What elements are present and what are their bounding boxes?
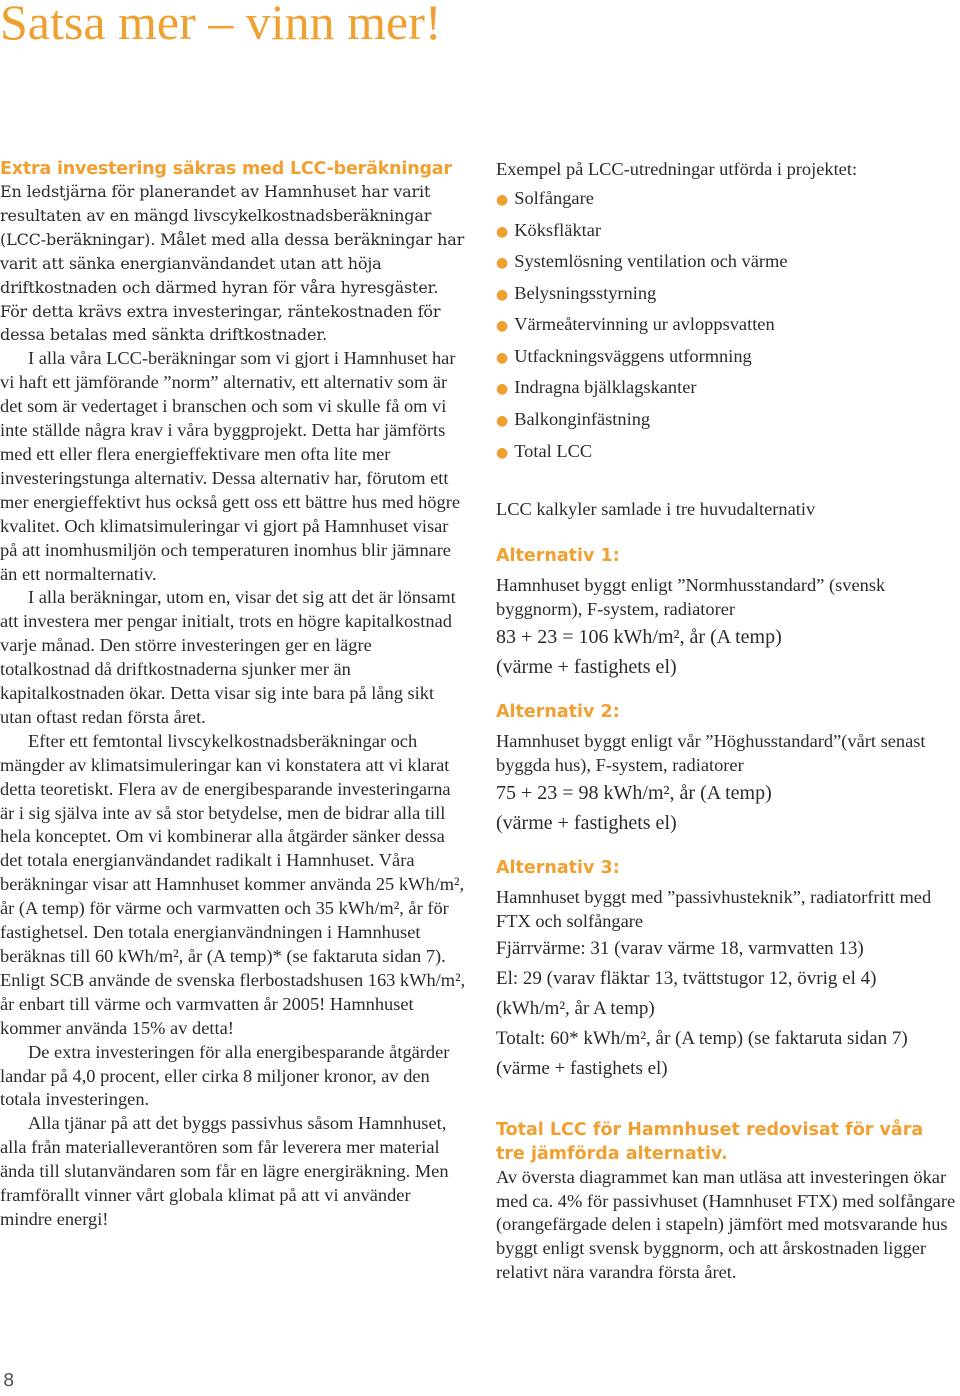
total-lcc-text: Av översta diagrammet kan man utläsa att investeringen ökar med ca. 4% för passivhuset (Hamnhuset FTX) med solfångare (orangefärgade delen i stapeln) jämfört med motsvarande hus byggt enligt svensk byggnorm, och att årskostnaden ligger relativt nära varandra första året.: [496, 1166, 956, 1283]
alt-formula: 75 + 23 = 98 kWh/m², år (A temp): [496, 781, 772, 804]
lcc-summary: LCC kalkyler samlade i tre huvudalternativ: [496, 499, 816, 520]
alt-district-heating: Fjärrvärme: 31 (varav värme 18, varmvatten 13): [496, 937, 864, 959]
bullet-icon: ●: [496, 381, 509, 398]
alt-description: Hamnhuset byggt med ”passivhusteknik”, radiatorfritt med FTX och solfångare: [496, 886, 932, 931]
list-item: ● Total LCC: [496, 440, 593, 461]
bullet-icon: ●: [496, 318, 509, 335]
list-item: ● Solfångare: [496, 187, 594, 208]
alt-electricity: El: 29 (varav fläktar 13, tvättstugor 12, övrig el 4): [496, 967, 877, 989]
page-title: Satsa mer – vinn mer!: [0, 0, 442, 50]
list-item: ● Utfackningsväggens utformning: [496, 345, 752, 366]
alt-formula: 83 + 23 = 106 kWh/m², år (A temp): [496, 625, 782, 648]
left-column: [0, 158, 466, 1232]
body-paragraph: I alla våra LCC-beräkningar som vi gjort i Hamnhuset har vi haft ett jämförande ”norm” alternativ, ett alternativ som är det som är vedertaget i branschen och som vi skulle få om vi inte ställde några krav i våra byggprojekt. Detta har jämförts med ett eller flera energieffektivare men ofta lite mer investeringstunga alternativ. Dessa alternativ har, förutom ett mer energieffektivt hus också gett oss ett bättre hus med högre kvalitet. Och klimatsimuleringar vi gjort på Hamnhuset visar på att inomhusmiljön och temperaturen inomhus blir jämnare än ett normalternativ.: [0, 348, 460, 584]
examples-list: [496, 184, 956, 468]
list-item: ● Systemlösning ventilation och värme: [496, 251, 788, 272]
right-column: [496, 158, 956, 1285]
bullet-icon: ●: [496, 255, 509, 272]
alt-description: Hamnhuset byggt enligt ”Normhusstandard” (svensk byggnorm), F-system, radiatorer: [496, 575, 886, 620]
intro-paragraph: En ledstjärna för planerandet av Hamnhuset har varit resultaten av en mängd livscykelkostnadsberäkningar (LCC-beräkningar). Målet med alla dessa beräkningar har varit att sänka energianvändandet utan att höja driftkostnaden och därmed hyran för våra hyresgäster. För detta krävs extra investeringar, räntekostnaden för dessa betalas med sänkta driftkostnader.: [0, 182, 465, 345]
list-item: ● Indragna bjälklagskanter: [496, 377, 697, 398]
list-item: ● Belysningsstyrning: [496, 282, 657, 303]
alt-unit: (kWh/m², år A temp): [496, 997, 655, 1019]
alt-heading: Alternativ 1:: [496, 546, 620, 567]
alt-note: (värme + fastighets el): [496, 811, 677, 834]
body-paragraph: I alla beräkningar, utom en, visar det sig att det är lönsamt att investera mer pengar initialt, trots en högre kapitalkostnad varje månad. Den större investeringen ger en lägre totalkostnad då driftkostnaderna sjunker mer än kapitalkostnaden ökar. Detta visar sig inte bara på lång sikt utan oftast redan första året.: [0, 587, 456, 727]
alt-note: (värme + fastighets el): [496, 1057, 668, 1079]
body-paragraph: Efter ett femtontal livscykelkostnadsberäkningar och mängder av klimatsimuleringar kan vi konstatera att vi klarat detta teoretiskt. Flera av de energibesparande investeringarna är i sig själva inte av så stor betydelse, men de bidrar alla till hela konceptet. Om vi kombinerar alla åtgärder sänker dessa det totala energianvändandet radikalt i Hamnhuset. Våra beräkningar visar att Hamnhuset kommer använda 25 kWh/m², år (A temp) för värme och varmvatten och 35 kWh/m², år för fastighetsel. Den totala energianvändningen i Hamnhuset beräknas till 60 kWh/m², år (A temp)* (se faktaruta sidan 7). Enligt SCB använde de svenska flerbostadshusen 163 kWh/m², år enbart till värme och varmvatten år 2005! Hamnhuset kommer använda 15% av detta!: [0, 730, 466, 1038]
bullet-icon: ●: [496, 223, 509, 240]
alternative-2: [496, 700, 956, 838]
examples-lead: Exempel på LCC-utredningar utförda i projektet:: [496, 159, 858, 179]
bullet-icon: ●: [496, 286, 509, 303]
section-heading: Extra investering säkras med LCC-beräkningar: [0, 159, 452, 179]
bullet-icon: ●: [496, 444, 509, 461]
body-paragraph: Alla tjänar på att det byggs passivhus såsom Hamnhuset, alla från materialleverantören som får leverera mer material ända till slutanvändaren som får en lägre energiräkning. Men framförallt vinner vårt globala klimat på att vi använder mindre energi!: [0, 1113, 449, 1229]
body-paragraph: De extra investeringen för alla energibesparande åtgärder landar på 4,0 procent, eller cirka 8 miljoner kronor, av den totala investeringen.: [0, 1041, 450, 1110]
total-lcc-section: [496, 1118, 956, 1286]
alt-total: Totalt: 60* kWh/m², år (A temp) (se faktaruta sidan 7): [496, 1027, 908, 1049]
alt-heading: Alternativ 2:: [496, 701, 620, 722]
bullet-icon: ●: [496, 349, 509, 366]
list-item: ● Värmeåtervinning ur avloppsvatten: [496, 314, 775, 335]
alternative-1: [496, 544, 956, 682]
alt-note: (värme + fastighets el): [496, 655, 677, 678]
bullet-icon: ●: [496, 413, 509, 430]
bullet-icon: ●: [496, 191, 509, 208]
list-item: ● Balkonginfästning: [496, 409, 651, 430]
alt-description: Hamnhuset byggt enligt vår ”Höghusstandard”(vårt senast byggda hus), F-system, radiatorer: [496, 730, 926, 775]
page-number: 8: [3, 1370, 15, 1391]
total-lcc-heading: Total LCC för Hamnhuset redovisat för våra tre jämförda alternativ.: [496, 1119, 924, 1164]
alt-heading: Alternativ 3:: [496, 857, 620, 878]
list-item: ● Köksfläktar: [496, 219, 602, 240]
alternative-3: [496, 856, 956, 1084]
